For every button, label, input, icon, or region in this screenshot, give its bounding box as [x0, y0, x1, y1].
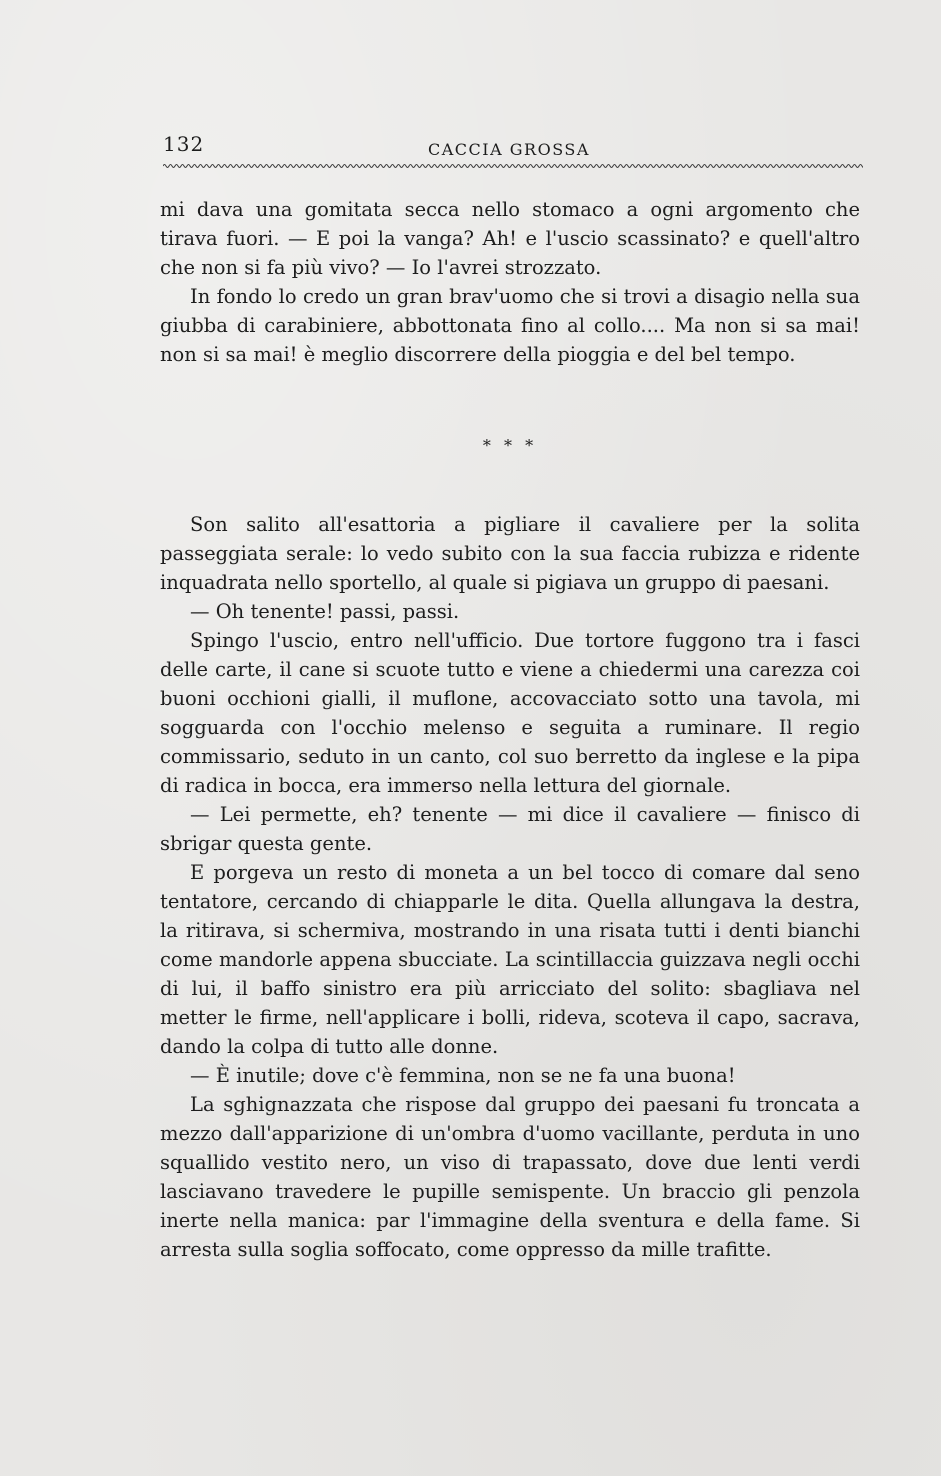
section-separator: * * *: [482, 436, 538, 455]
paragraph: — Oh tenente! passi, passi.: [190, 600, 460, 623]
paragraph: mi dava una gomitata secca nello stomaco a ogni argomento che tirava fuori. — E poi la vanga? Ah! e l'uscio scassinato? e quell'altro che non si fa più vivo? — Io l'avrei strozzato.: [160, 198, 860, 279]
text-block-after: [160, 510, 860, 1264]
body-text: [160, 195, 860, 1264]
text-block-before: [160, 195, 860, 369]
wavy-header-rule: [163, 161, 863, 173]
paragraph: Spingo l'uscio, entro nell'ufficio. Due tortore fuggono tra i fasci delle carte, il cane si scuote tutto e viene a chiedermi una carezza coi buoni occhioni gialli, il muflone, accovacciato sotto una tavola, mi sogguarda con l'occhio melenso e seguita a ruminare. Il regio commissario, seduto in un canto, col suo berretto da inglese e la pipa di radica in bocca, era immerso nella lettura del giornale.: [160, 629, 860, 797]
paragraph: — Lei permette, eh? tenente — mi dice il cavaliere — finisco di sbrigar questa gente.: [160, 803, 860, 855]
paragraph: — È inutile; dove c'è femmina, non se ne fa una buona!: [190, 1064, 736, 1087]
page-header: [163, 132, 863, 162]
page-number: 132: [163, 132, 205, 156]
paragraph: In fondo lo credo un gran brav'uomo che si trovi a disagio nella sua giubba di carabiniere, abbottonata fino al collo.... Ma non si sa mai! non si sa mai! è meglio discorrere della pioggia e del bel tempo.: [160, 285, 860, 366]
paragraph: La sghignazzata che rispose dal gruppo dei paesani fu troncata a mezzo dall'apparizione di un'ombra d'uomo vacillante, perduta in uno squallido vestito nero, un viso di trapassato, dove due lenti verdi lasciavano travedere le pupille semispente. Un braccio gli penzola inerte nella manica: par l'immagine della sventura e della fame. Si arresta sulla soglia soffocato, come oppresso da mille trafitte.: [160, 1093, 860, 1261]
paragraph: Son salito all'esattoria a pigliare il cavaliere per la solita passeggiata serale: lo vedo subito con la sua faccia rubizza e ridente inquadrata nello sportello, al quale si pigiava un gruppo di paesani.: [160, 513, 860, 594]
running-title: CACCIA GROSSA: [428, 140, 590, 159]
paragraph: E porgeva un resto di moneta a un bel tocco di comare dal seno tentatore, cercando di chiapparle le dita. Quella allungava la destra, la ritirava, si schermiva, mostrando in una risata tutti i denti bianchi come mandorle appena sbucciate. La scintillaccia guizzava negli occhi di lui, il baffo sinistro era più arricciato del solito: sbagliava nel metter le firme, nell'applicare i bolli, rideva, scoteva il capo, sacrava, dando la colpa di tutto alle donne.: [160, 861, 860, 1058]
